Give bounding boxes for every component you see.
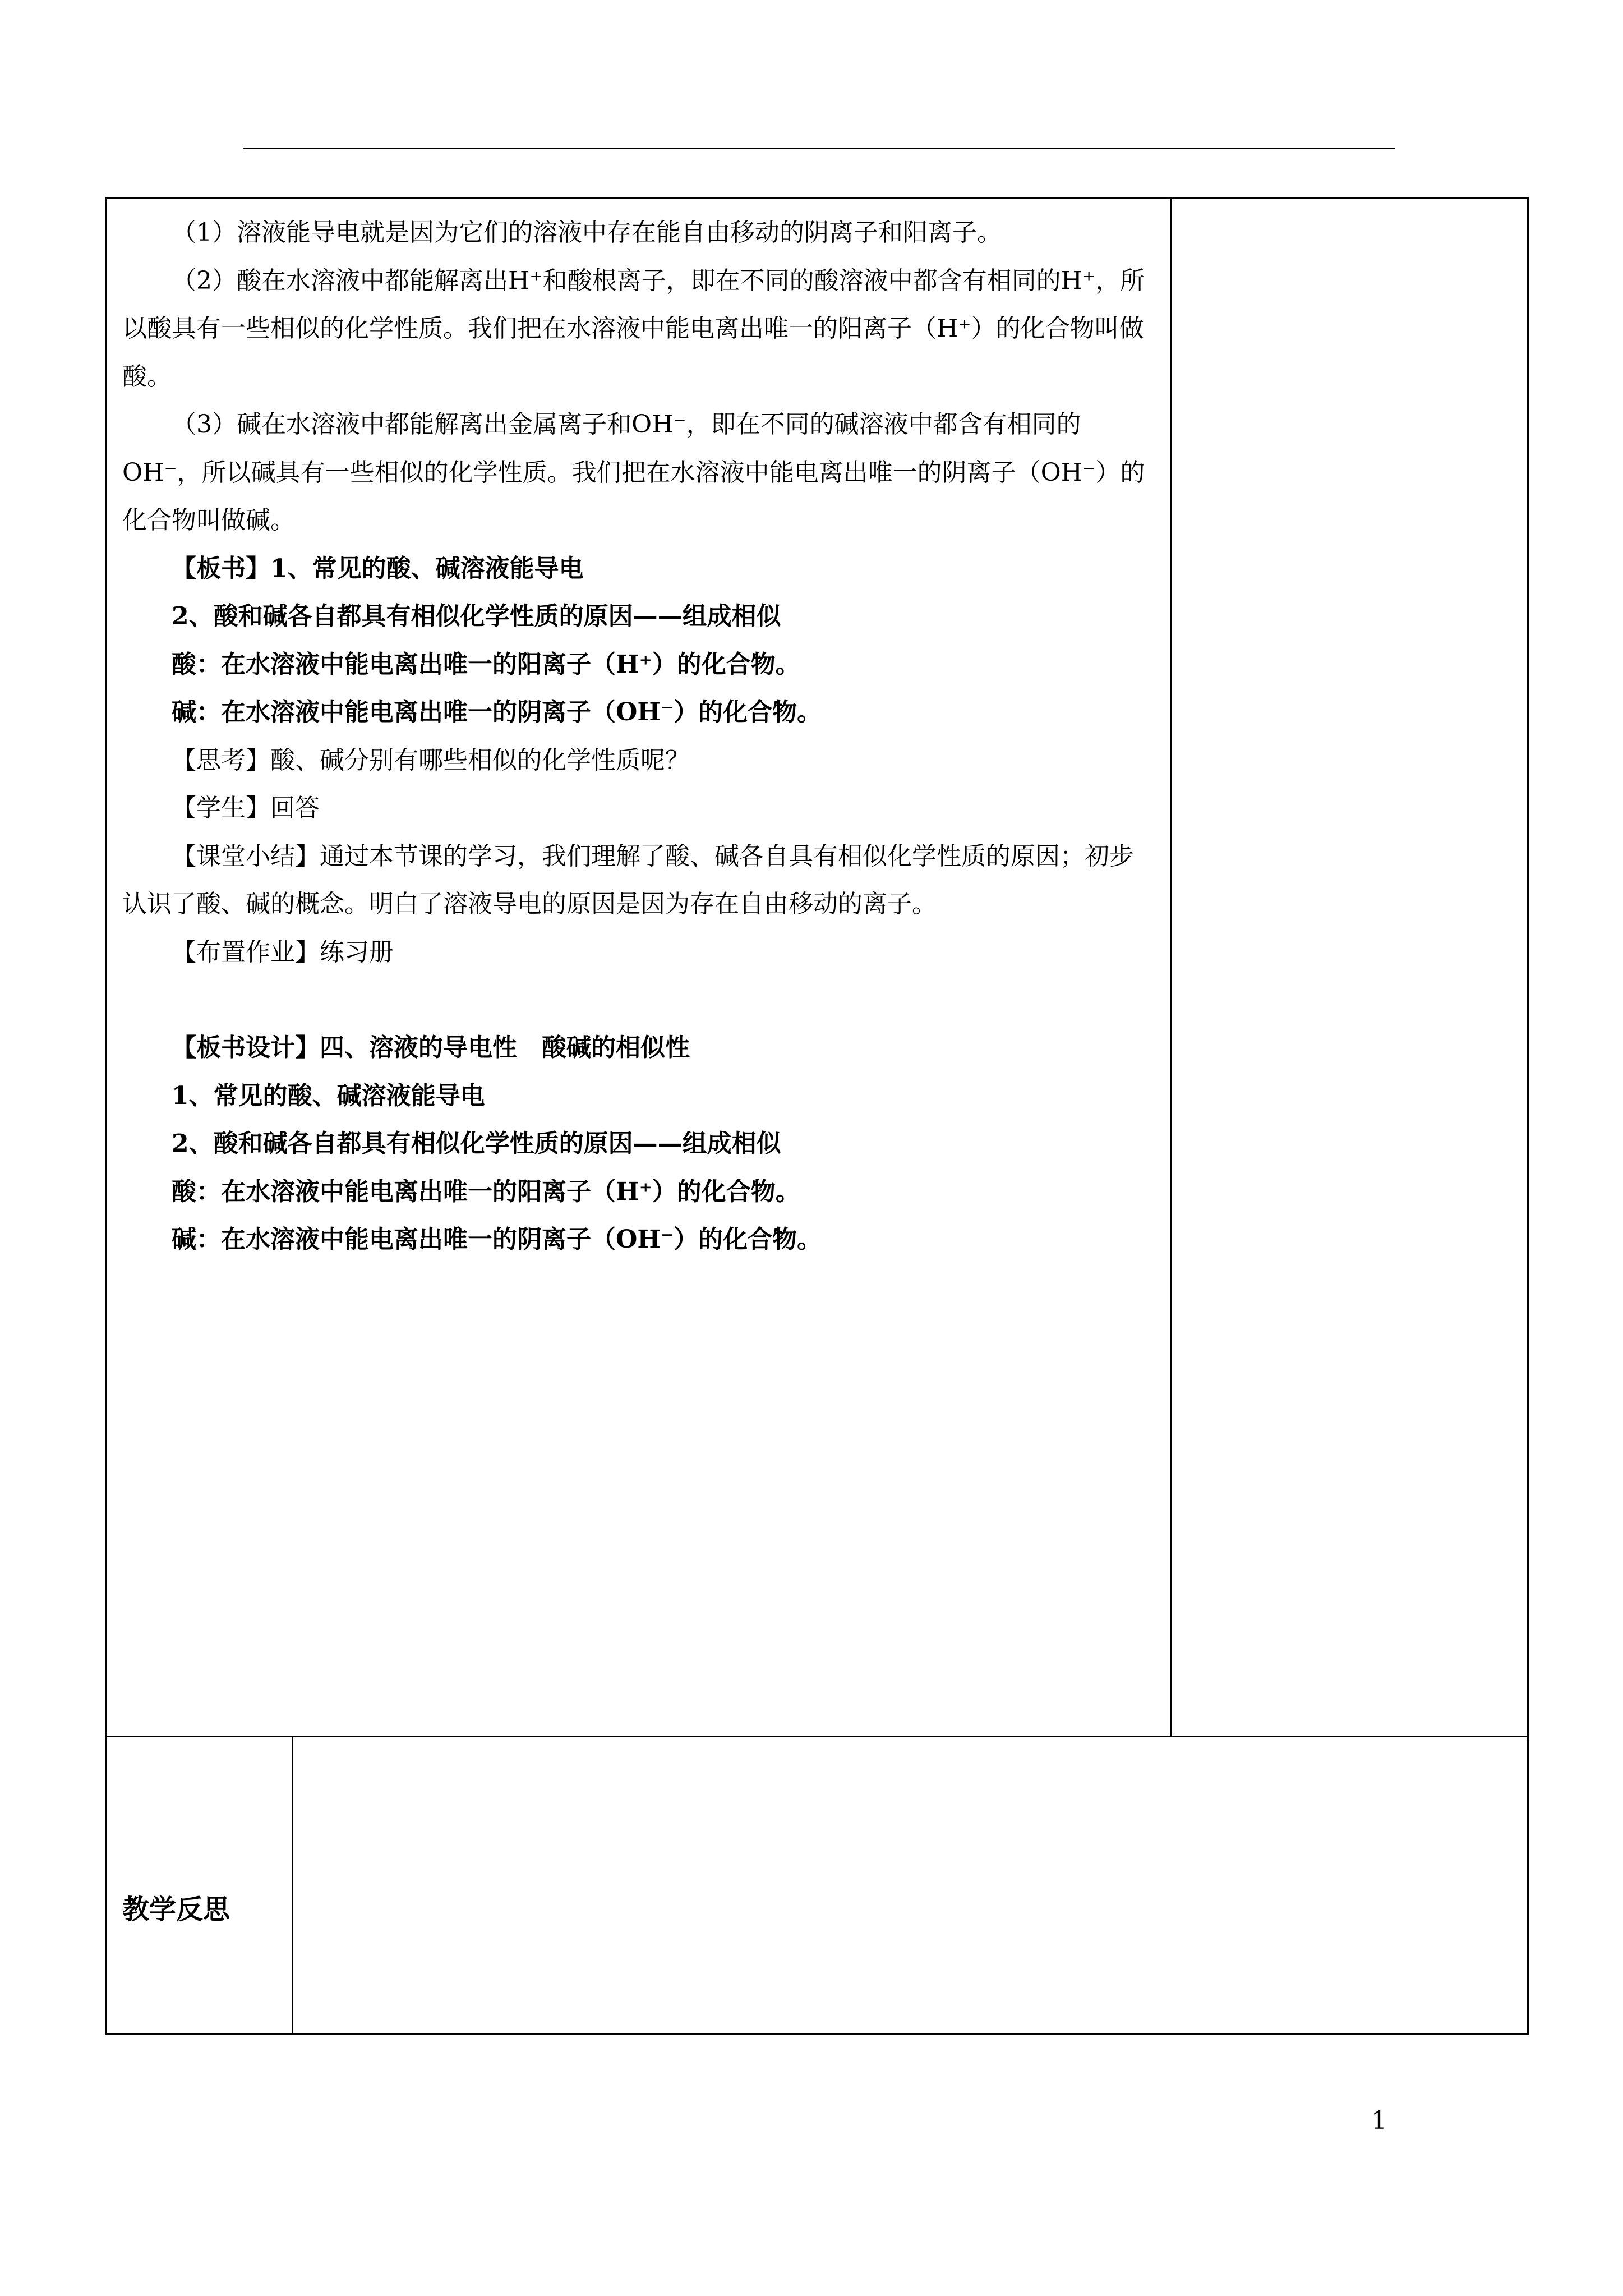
- board-design-line-2: 2、酸和碱各自都具有相似化学性质的原因——组成相似: [172, 1129, 781, 1158]
- paragraph-1: （1）溶液能导电就是因为它们的溶液中存在能自由移动的阴离子和阳离子。: [172, 218, 1002, 247]
- board-line-1: 【板书】1、常见的酸、碱溶液能导电: [172, 554, 584, 583]
- board-line-2: 2、酸和碱各自都具有相似化学性质的原因——组成相似: [172, 602, 781, 631]
- paragraph-3: （3）碱在水溶液中都能解离出金属离子和OH⁻，即在不同的碱溶液中都含有相同的OH⁻，所以碱具有一些相似的化学性质。我们把在水溶液中能电离出唯一的阴离子（OH⁻）的化合物叫做碱。: [122, 410, 1145, 535]
- reflection-row-divider: [105, 1736, 1529, 1737]
- paragraph-2: （2）酸在水溶液中都能解离出H⁺和酸根离子，即在不同的酸溶液中都含有相同的H⁺，所以酸具有一些相似的化学性质。我们把在水溶液中能电离出唯一的阳离子（H⁺）的化合物叫做酸。: [122, 266, 1145, 391]
- summary-paragraph: 【课堂小结】通过本节课的学习，我们理解了酸、碱各自具有相似化学性质的原因；初步认识了酸、碱的概念。明白了溶液导电的原因是因为存在自由移动的离子。: [122, 841, 1134, 918]
- board-line-4: 碱：在水溶液中能电离出唯一的阴离子（OH⁻）的化合物。: [172, 698, 822, 726]
- spacer: [122, 976, 1157, 1024]
- think-line: 【思考】酸、碱分别有哪些相似的化学性质呢？: [172, 746, 690, 775]
- board-design-line-1: 1、常见的酸、碱溶液能导电: [172, 1081, 485, 1110]
- reflection-label-divider: [292, 1736, 293, 2035]
- reflection-label: 教学反思: [122, 1894, 230, 1925]
- header-rule: [243, 148, 1395, 149]
- board-design-title: 【板书设计】四、溶液的导电性 酸碱的相似性: [172, 1033, 690, 1062]
- page-number: 1: [1371, 2106, 1387, 2135]
- student-line: 【学生】回答: [172, 794, 320, 822]
- board-design-line-4: 碱：在水溶液中能电离出唯一的阴离子（OH⁻）的化合物。: [172, 1225, 822, 1254]
- lesson-content: [122, 209, 1157, 1264]
- homework-line: 【布置作业】练习册: [172, 937, 394, 967]
- board-line-3: 酸：在水溶液中能电离出唯一的阳离子（H⁺）的化合物。: [172, 650, 800, 679]
- board-design-line-3: 酸：在水溶液中能电离出唯一的阳离子（H⁺）的化合物。: [172, 1177, 800, 1206]
- side-column-divider: [1170, 197, 1172, 1736]
